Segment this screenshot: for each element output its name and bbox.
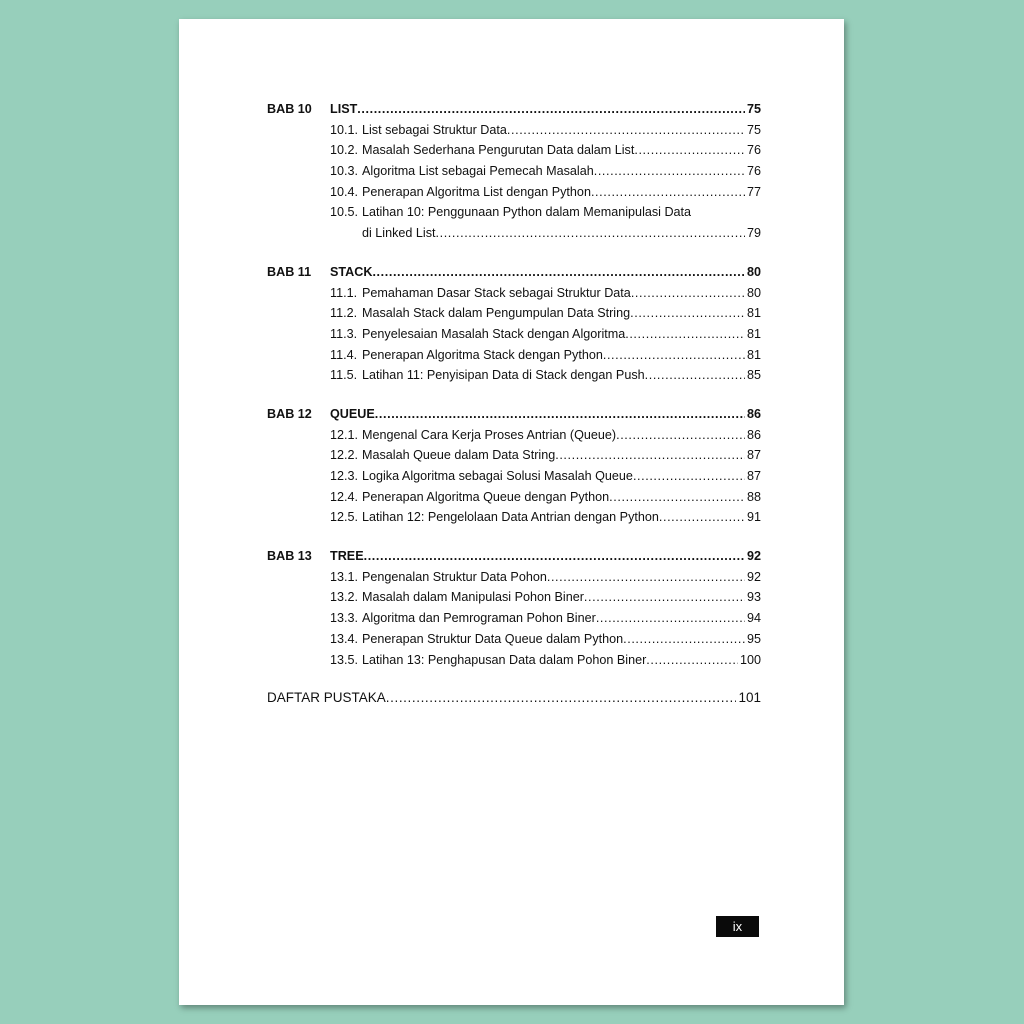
section-title: Latihan 13: Penghapusan Data dalam Pohon Biner (362, 652, 647, 667)
table-of-contents (267, 99, 761, 709)
section-title: Pemahaman Dasar Stack sebagai Struktur Data (362, 285, 631, 300)
section-entry[interactable] (267, 365, 761, 386)
section-entry[interactable] (267, 487, 761, 508)
section-title: Latihan 11: Penyisipan Data di Stack dengan Push (362, 368, 645, 383)
section-title: Penyelesaian Masalah Stack dengan Algoritma (362, 326, 626, 341)
section-entry[interactable] (267, 608, 761, 629)
section-page: 77 (746, 184, 761, 199)
section-entry[interactable] (267, 345, 761, 366)
dot-leader (596, 608, 745, 629)
dot-leader (555, 445, 745, 466)
chapter-title: LIST (330, 102, 358, 116)
section-entry[interactable] (267, 587, 761, 608)
chapter-block (267, 99, 761, 244)
dot-leader (646, 650, 738, 671)
section-title: Mengenal Cara Kerja Proses Antrian (Queue) (362, 427, 617, 442)
chapter-entry[interactable] (267, 262, 761, 283)
dot-leader (507, 120, 745, 141)
section-number: 11.4. (330, 347, 358, 362)
section-title: Masalah Queue dalam Data String (362, 448, 556, 463)
section-page: 95 (746, 631, 761, 646)
section-number: 10.1. (330, 122, 359, 137)
chapter-page: 80 (746, 264, 761, 279)
dot-leader (659, 507, 745, 528)
section-title: Pengenalan Struktur Data Pohon (362, 569, 547, 584)
section-page: 85 (746, 368, 761, 383)
section-number: 13.5. (330, 652, 359, 667)
dot-leader (630, 303, 745, 324)
section-title: Penerapan Algoritma Queue dengan Python (362, 489, 610, 504)
section-title: Algoritma List sebagai Pemecah Masalah (362, 164, 594, 179)
section-number: 12.1. (330, 427, 359, 442)
dot-leader (631, 283, 745, 304)
section-page: 87 (746, 469, 761, 483)
section-title: Masalah dalam Manipulasi Pohon Biner (362, 590, 584, 605)
dot-leader (547, 567, 745, 588)
section-entry[interactable] (267, 283, 761, 304)
section-entry[interactable] (267, 650, 761, 671)
section-number: 13.3. (330, 611, 359, 626)
chapter-number: BAB 11 (267, 264, 312, 279)
dot-leader (609, 487, 745, 508)
dot-leader (625, 324, 745, 345)
dot-leader (584, 587, 745, 608)
chapter-title: TREE (330, 549, 364, 564)
dot-leader (633, 466, 745, 487)
section-number: 11.1. (330, 285, 358, 300)
section-page: 87 (746, 448, 761, 463)
chapter-page: 86 (746, 406, 761, 421)
dot-leader (386, 688, 737, 709)
section-title: List sebagai Struktur Data (362, 122, 507, 137)
section-number: 11.3. (330, 326, 358, 341)
section-entry[interactable] (267, 182, 761, 203)
chapter-number: BAB 13 (267, 549, 312, 564)
section-entry[interactable] (267, 567, 761, 588)
section-entry[interactable] (267, 202, 761, 223)
section-title: Algoritma dan Pemrograman Pohon Biner (362, 611, 596, 626)
chapter-title: QUEUE (330, 406, 375, 421)
section-entry-continued[interactable] (267, 223, 761, 244)
dot-leader (591, 182, 745, 203)
section-page: 92 (746, 569, 761, 584)
dot-leader (364, 546, 745, 567)
dot-leader (375, 404, 745, 425)
section-entry[interactable] (267, 445, 761, 466)
section-entry[interactable] (267, 140, 761, 161)
section-page: 80 (746, 285, 761, 300)
dot-leader (357, 99, 745, 120)
section-number: 13.2. (330, 590, 359, 605)
dot-leader (372, 262, 745, 283)
section-page: 79 (746, 226, 761, 241)
section-page: 88 (746, 489, 761, 504)
chapter-block (267, 262, 761, 386)
section-page: 100 (739, 652, 761, 667)
section-page: 94 (746, 611, 761, 626)
chapter-title: STACK (330, 264, 373, 279)
chapter-page: 75 (746, 102, 761, 116)
document-page (179, 19, 844, 1005)
section-title: Penerapan Struktur Data Queue dalam Python (362, 631, 624, 646)
section-title: Masalah Stack dalam Pengumpulan Data String (362, 306, 631, 321)
dot-leader (616, 425, 745, 446)
section-title: Logika Algoritma sebagai Solusi Masalah Queue (362, 469, 633, 483)
section-title-continued: di Linked List (362, 226, 436, 241)
section-title: Latihan 12: Pengelolaan Data Antrian dengan Python (362, 510, 659, 525)
chapter-entry[interactable] (267, 99, 761, 120)
section-number: 10.4. (330, 184, 359, 199)
section-page: 86 (746, 427, 761, 442)
section-number: 13.4. (330, 631, 359, 646)
dot-leader (645, 365, 745, 386)
chapter-entry[interactable] (267, 404, 761, 425)
dot-leader (623, 629, 745, 650)
section-number: 12.3. (330, 469, 359, 483)
section-entry[interactable] (267, 629, 761, 650)
section-number: 13.1. (330, 569, 359, 584)
chapter-page: 92 (746, 549, 761, 564)
section-number: 12.5. (330, 510, 359, 525)
bibliography-entry[interactable] (267, 688, 761, 709)
chapter-number: BAB 12 (267, 406, 312, 421)
section-entry[interactable] (267, 425, 761, 446)
section-number: 12.2. (330, 448, 359, 463)
section-page: 76 (746, 164, 761, 179)
dot-leader (603, 345, 745, 366)
bibliography-page: 101 (738, 690, 761, 706)
section-page: 81 (746, 347, 761, 362)
section-page: 81 (746, 306, 761, 321)
section-entry[interactable] (267, 303, 761, 324)
chapter-number: BAB 10 (267, 102, 312, 116)
section-page: 93 (746, 590, 761, 605)
section-title: Latihan 10: Penggunaan Python dalam Memanipulasi Data (362, 205, 692, 220)
section-title: Masalah Sederhana Pengurutan Data dalam List (362, 143, 635, 158)
section-number: 10.5. (330, 205, 359, 220)
chapter-entry[interactable] (267, 546, 761, 567)
section-title: Penerapan Algoritma Stack dengan Python (362, 347, 603, 362)
section-page: 76 (746, 143, 761, 158)
section-number: 10.3. (330, 164, 359, 179)
section-entry[interactable] (267, 324, 761, 345)
dot-leader (634, 140, 745, 161)
section-entry[interactable] (267, 466, 761, 487)
section-entry[interactable] (267, 120, 761, 141)
section-entry[interactable] (267, 507, 761, 528)
section-entry[interactable] (267, 161, 761, 182)
bibliography-title: DAFTAR PUSTAKA (267, 690, 386, 706)
section-page: 91 (746, 510, 761, 525)
section-number: 12.4. (330, 489, 359, 504)
dot-leader (594, 161, 745, 182)
chapter-block (267, 546, 761, 670)
chapter-block (267, 404, 761, 528)
section-number: 10.2. (330, 143, 359, 158)
section-page: 75 (746, 122, 761, 137)
section-page: 81 (746, 326, 761, 341)
section-title: Penerapan Algoritma List dengan Python (362, 184, 591, 199)
dot-leader (436, 223, 745, 244)
section-number: 11.5. (330, 368, 358, 383)
section-number: 11.2. (330, 306, 358, 321)
page-number-badge: ix (716, 916, 759, 937)
